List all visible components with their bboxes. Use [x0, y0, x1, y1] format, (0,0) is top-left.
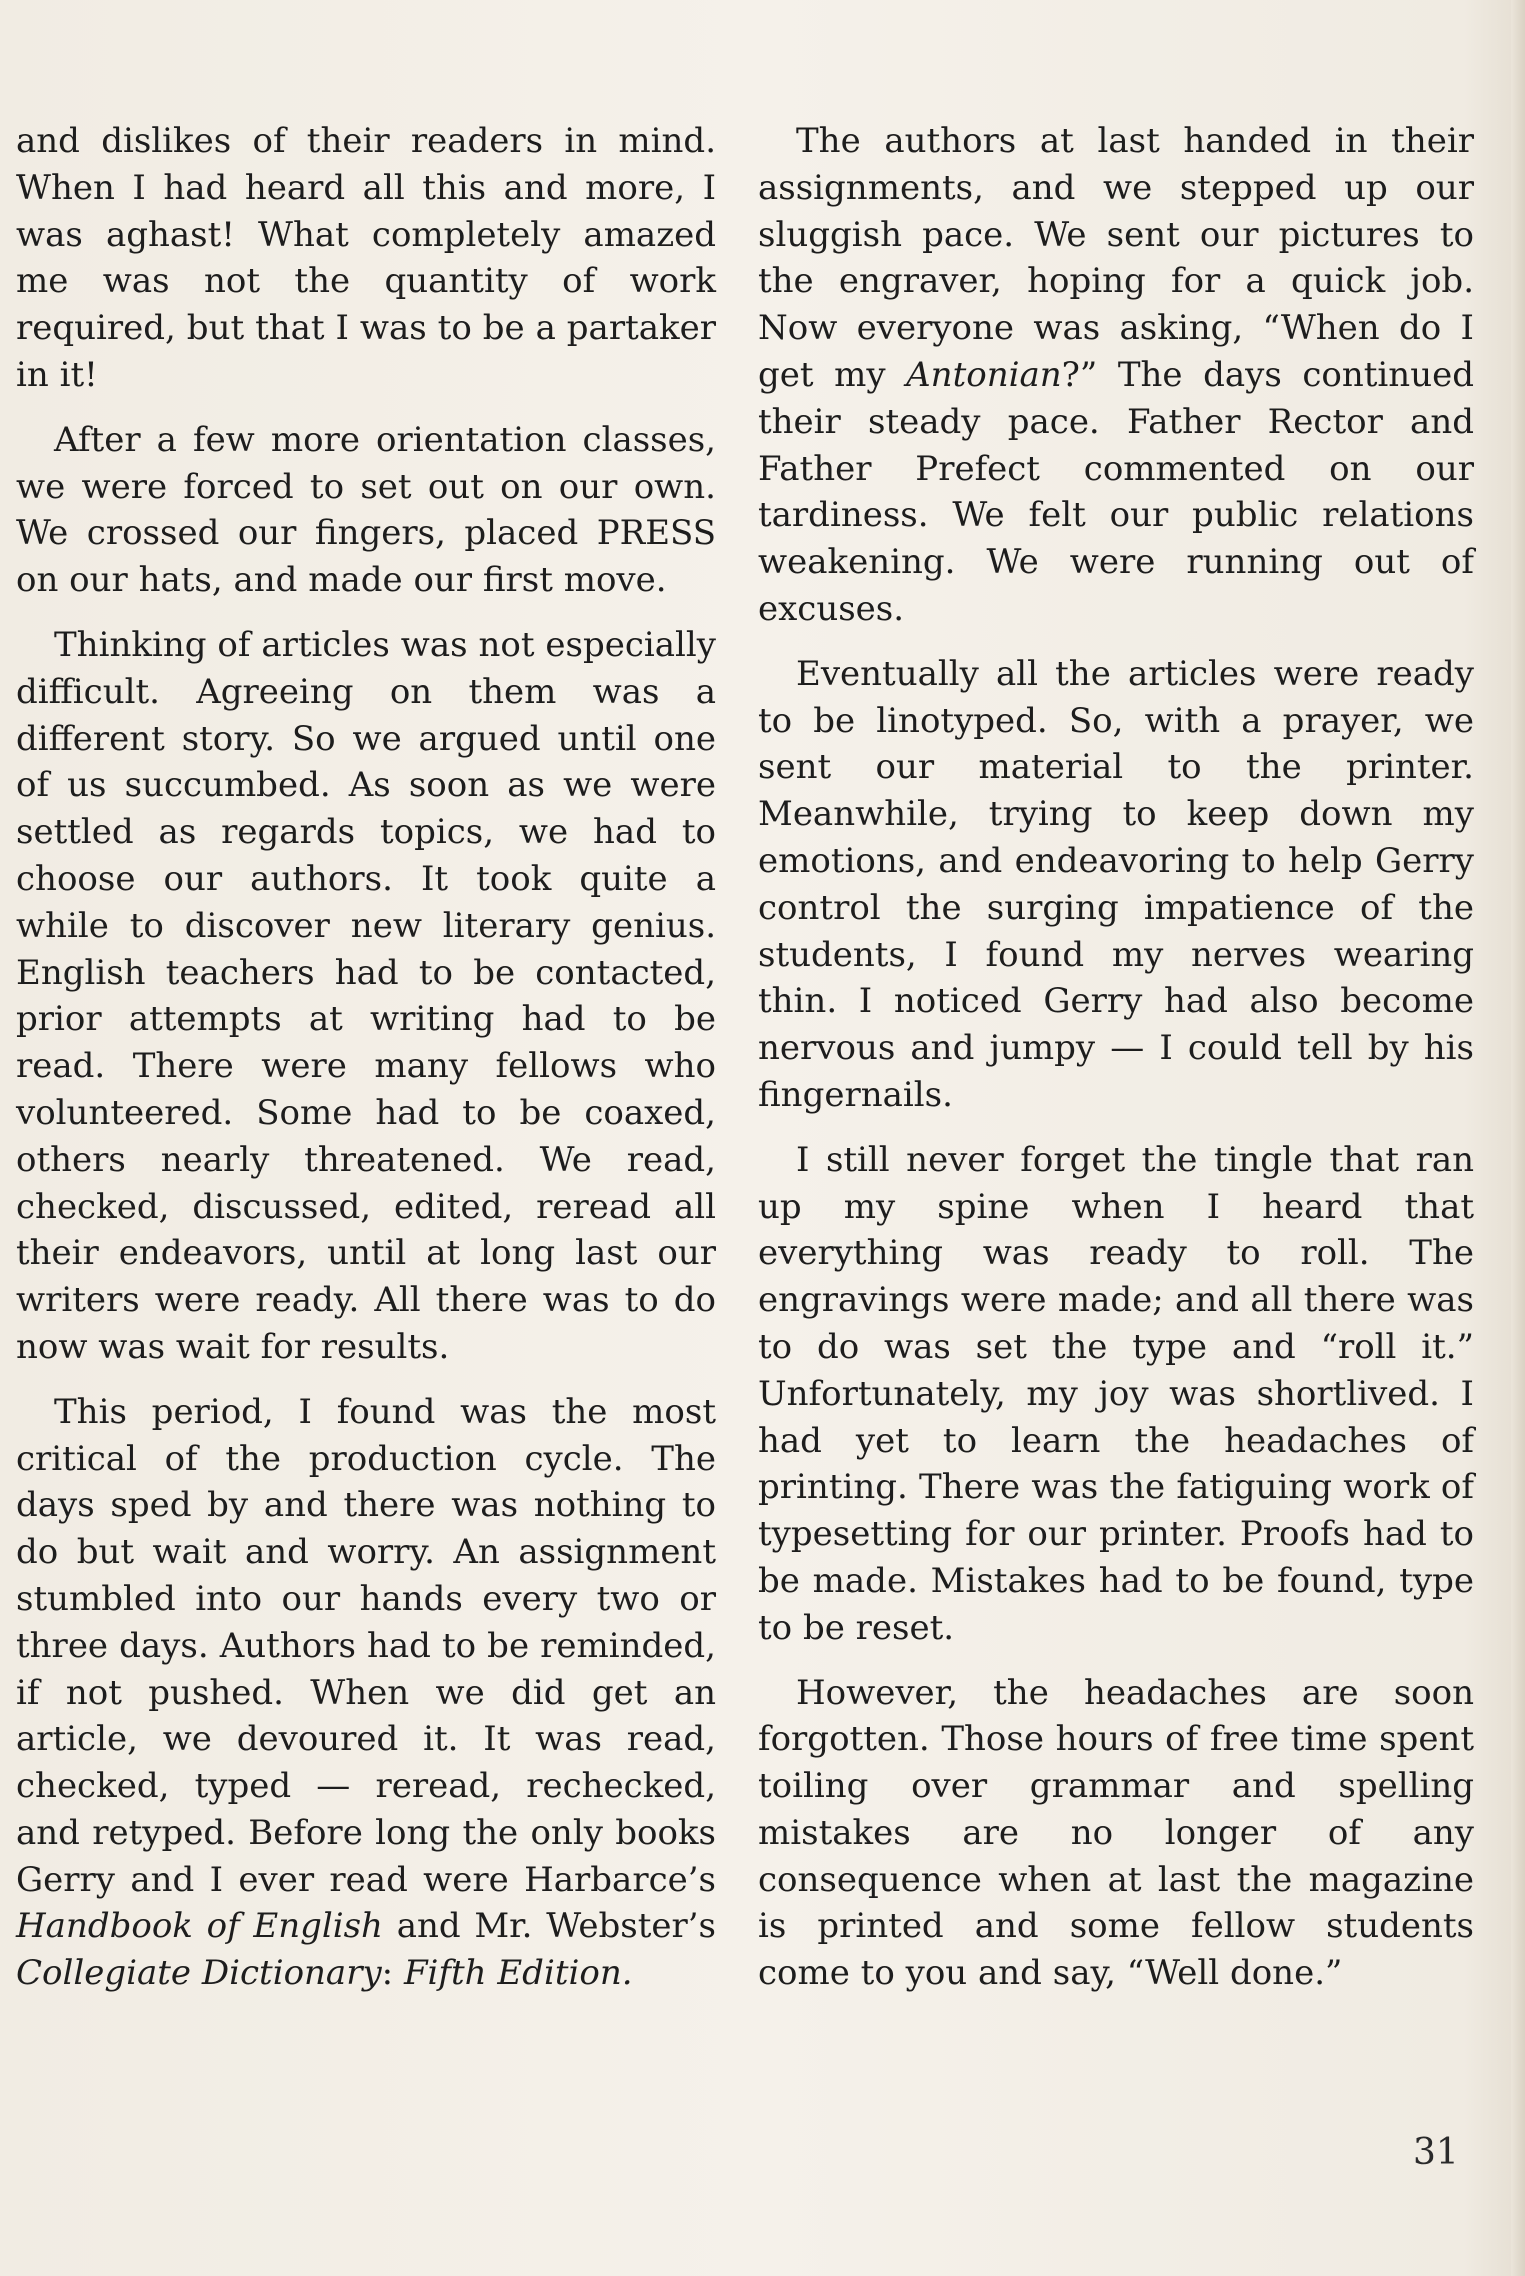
page-number: 31	[1413, 2132, 1459, 2173]
paragraph: and dislikes of their readers in mind. When I had heard all this and more, I was aghast! What completely amazed me was not the quantity of work required, but that I was to be a partaker in it!	[16, 121, 716, 395]
edition-text: Fifth Edition.	[403, 1953, 633, 1994]
paragraph	[758, 118, 1474, 633]
magazine-title: Antonian	[906, 354, 1062, 395]
left-column	[16, 118, 716, 1997]
right-column	[758, 118, 1474, 1997]
book-title: Handbook of English	[16, 1906, 383, 1947]
paragraph: However, the headaches are soon forgotten. Those hours of free time spent toiling over grammar and spelling mistakes are no longer of any consequence when at last the magazine is printed and some fellow students come to you and say, “Well done.”	[758, 1672, 1474, 1994]
paragraph: After a few more orientation classes, we were forced to set out on our own. We crossed our fingers, placed PRESS on our hats, and made our first move.	[16, 419, 716, 601]
paragraph-text: and Mr. Webster’s	[382, 1906, 717, 1947]
paragraph: Thinking of articles was not especially difficult. Agreeing on them was a different story. So we argued until one of us succumbed. As soon as we were settled as regards topics, we had to choose our authors. It took quite a while to discover new literary genius. English teachers had to be contacted, prior attempts at writing had to be read. There were many fellows who volunteered. Some had to be coaxed, others nearly threatened. We read, checked, discussed, edited, reread all their endeavors, until at long last our writers were ready. All there was to do now was wait for results.	[16, 624, 716, 1367]
paragraph-text: ?” The days continued their steady pace. Father Rector and Father Prefect commented on our tardiness. We felt our public relations weakening. We were running out of excuses.	[758, 354, 1474, 629]
paragraph-text: This period, I found was the most critical of the production cycle. The days sped by and there was nothing to do but wait and worry. An assignment stumbled into our hands every two or three days. Authors had to be reminded, if not pushed. When we did get an article, we devoured it. It was read, checked, typed — reread, rechecked, and retyped. Before long the only books Gerry and I ever read were Harbarce’s	[16, 1391, 716, 1900]
paragraph: Eventually all the articles were ready to be linotyped. So, with a prayer, we sent our material to the printer. Meanwhile, trying to keep down my emotions, and endeavoring to help Gerry control the surging impatience of the students, I found my nerves wearing thin. I noticed Gerry had also become nervous and jumpy — I could tell by his fingernails.	[758, 653, 1474, 1115]
page-edge	[1511, 0, 1525, 2276]
paragraph: I still never forget the tingle that ran up my spine when I heard that everything was ready to roll. The engravings were made; and all there was to do was set the type and “roll it.” Unfortunately, my joy was shortlived. I had yet to learn the headaches of printing. There was the fatiguing work of typesetting for our printer. Proofs had to be made. Mistakes had to be found, type to be reset.	[758, 1139, 1474, 1648]
paragraph-text: :	[381, 1953, 404, 1994]
book-title: Collegiate Dictionary	[16, 1953, 382, 1994]
paragraph-text: The authors at last handed in their assignments, and we stepped up our sluggish pace. We sent our pictures to the engraver, hoping for a quick job. Now everyone was asking, “When do I get my	[758, 121, 1474, 395]
paragraph	[16, 1389, 716, 1997]
